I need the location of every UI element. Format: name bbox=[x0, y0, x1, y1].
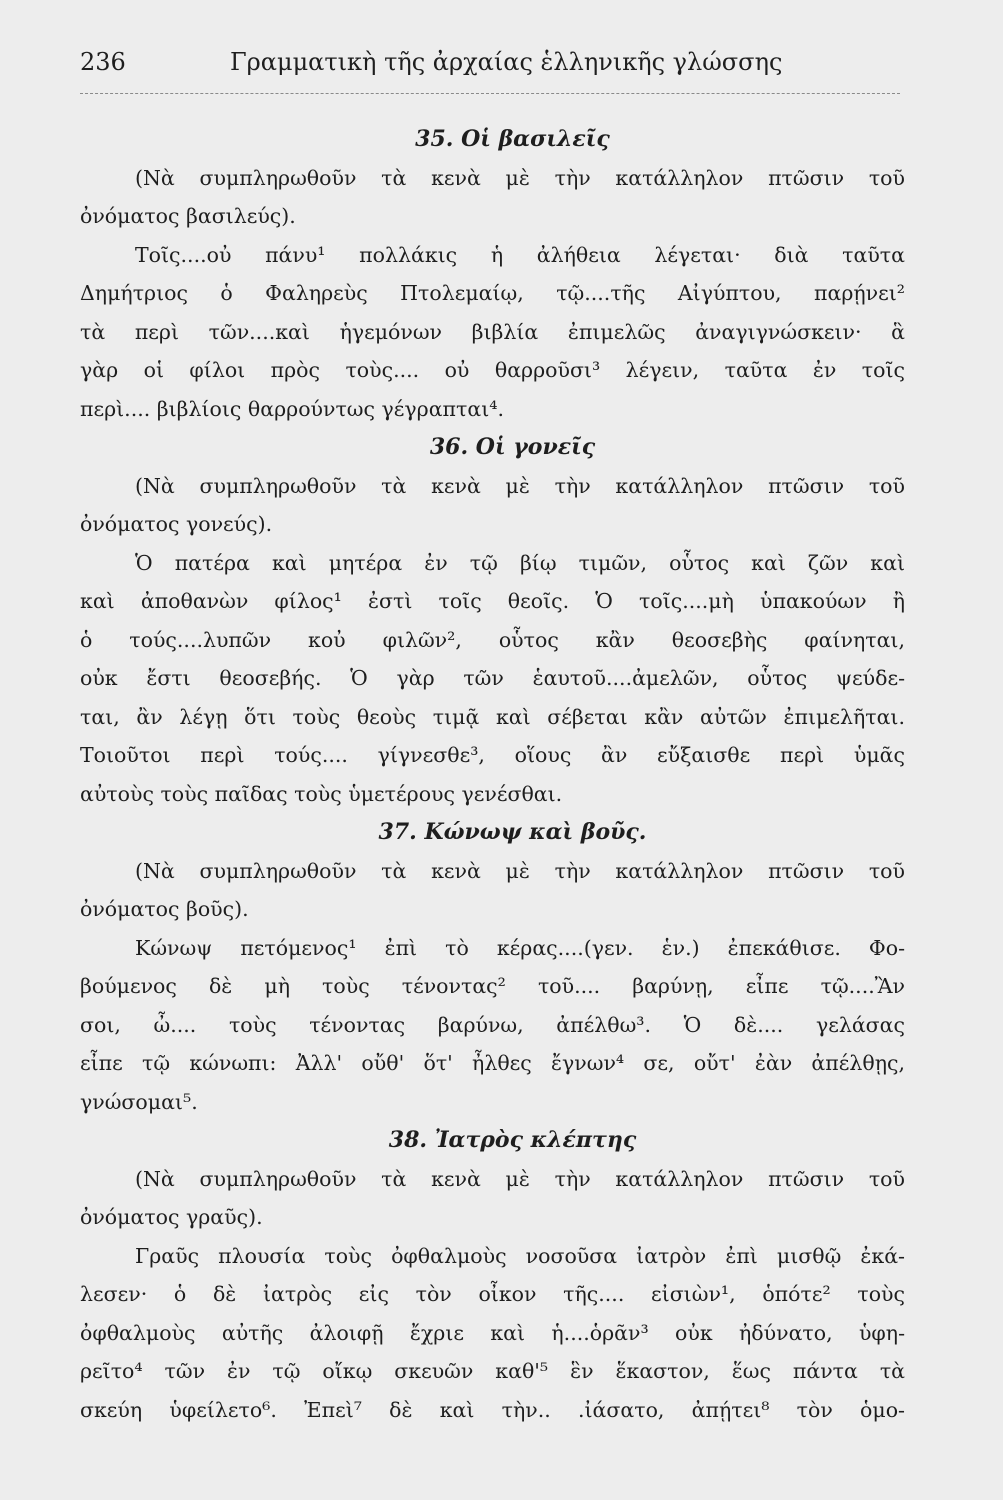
text-line: Δημήτριος ὁ Φαληρεὺς Πτολεμαίῳ, τῷ....τῆς Αἰγύπτου, παρῄνει² bbox=[80, 281, 905, 305]
section-heading: 38. Ἰατρὸς κλέπτης bbox=[388, 1127, 637, 1153]
text-line: Γραῦς πλουσία τοὺς ὀφθαλμοὺς νοσοῦσα ἰατρὸν ἐπὶ μισθῷ ἐκά- bbox=[135, 1243, 905, 1268]
section-heading: 36. Οἱ γονεῖς bbox=[429, 434, 596, 460]
text-line: γὰρ οἱ φίλοι πρὸς τοὺς.... οὐ θαρροῦσι³ λέγειν, ταῦτα ἐν τοῖς bbox=[80, 358, 905, 382]
text-line: (Νὰ συμπληρωθοῦν τὰ κενὰ μὲ τὴν κατάλληλον πτῶσιν τοῦ bbox=[135, 858, 905, 883]
text-line: ρεῖτο⁴ τῶν ἐν τῷ οἴκῳ σκευῶν καθ'⁵ ἓν ἕκαστον, ἕως πάντα τὰ bbox=[80, 1359, 905, 1383]
text-line: ὀνόματος βοῦς). bbox=[80, 897, 249, 921]
text-line: λεσεν· ὁ δὲ ἰατρὸς εἰς τὸν οἶκον τῆς.... εἰσιὼν¹, ὁπότε² τοὺς bbox=[80, 1282, 905, 1306]
section-heading: 35. Οἱ βασιλεῖς bbox=[415, 126, 610, 152]
text-line: οὐκ ἔστι θεοσεβής. Ὁ γὰρ τῶν ἑαυτοῦ....ἀμελῶν, οὗτος ψεύδε- bbox=[80, 666, 905, 690]
text-line: ὀνόματος γραῦς). bbox=[80, 1205, 263, 1229]
text-line: Κώνωψ πετόμενος¹ ἐπὶ τὸ κέρας....(γεν. ἑν.) ἐπεκάθισε. Φο- bbox=[135, 935, 905, 960]
text-line: περὶ.... βιβλίοις θαρρούντως γέγραπται⁴. bbox=[80, 396, 504, 421]
text-line: εἶπε τῷ κώνωπι: Ἀλλ' οὔθ' ὅτ' ἦλθες ἔγνων⁴ σε, οὔτ' ἐὰν ἀπέλθῃς, bbox=[80, 1051, 905, 1075]
running-title: Γραμματικὴ τῆς ἀρχαίας ἑλληνικῆς γλώσσης bbox=[230, 48, 783, 76]
text-line: αὐτοὺς τοὺς παῖδας τοὺς ὑμετέρους γενέσθαι. bbox=[80, 781, 563, 806]
section-heading: 37. Κώνωψ καὶ βοῦς. bbox=[378, 819, 647, 845]
text-line: (Νὰ συμπληρωθοῦν τὰ κενὰ μὲ τὴν κατάλληλον πτῶσιν τοῦ bbox=[135, 165, 905, 190]
page-number: 236 bbox=[80, 48, 126, 76]
text-line: (Νὰ συμπληρωθοῦν τὰ κενὰ μὲ τὴν κατάλληλον πτῶσιν τοῦ bbox=[135, 473, 905, 498]
text-line: βούμενος δὲ μὴ τοὺς τένοντας² τοῦ.... βαρύνῃ, εἶπε τῷ....Ἂν bbox=[80, 974, 905, 998]
text-line: Τοῖς....οὐ πάνυ¹ πολλάκις ἡ ἀλήθεια λέγεται· διὰ ταῦτα bbox=[135, 242, 905, 267]
text-line: τὰ περὶ τῶν....καὶ ἡγεμόνων βιβλία ἐπιμελῶς ἀναγιγνώσκειν· ἃ bbox=[80, 319, 905, 344]
text-line: ὁ τούς....λυπῶν κοὐ φιλῶν², οὗτος κἂν θεοσεβὴς φαίνηται, bbox=[80, 627, 905, 652]
body-text bbox=[80, 120, 905, 1429]
text-line: σοι, ὦ.... τοὺς τένοντας βαρύνω, ἀπέλθω³. Ὁ δὲ.... γελάσας bbox=[80, 1012, 905, 1037]
text-line: (Νὰ συμπληρωθοῦν τὰ κενὰ μὲ τὴν κατάλληλον πτῶσιν τοῦ bbox=[135, 1166, 905, 1191]
text-line: γνώσομαι⁵. bbox=[80, 1089, 198, 1114]
text-line: ὀνόματος γονεύς). bbox=[80, 512, 273, 536]
text-line: ὀφθαλμοὺς αὐτῆς ἀλοιφῇ ἔχριε καὶ ἡ....ὁρᾶν³ οὐκ ἠδύνατο, ὑφη- bbox=[80, 1320, 905, 1345]
header-divider bbox=[80, 93, 900, 94]
text-line: ται, ἂν λέγῃ ὅτι τοὺς θεοὺς τιμᾷ καὶ σέβεται κἂν αὐτῶν ἐπιμελῆται. bbox=[80, 704, 905, 729]
text-line: σκεύη ὑφείλετο⁶. Ἐπεὶ⁷ δὲ καὶ τὴν.. .ἰάσατο, ἀπῄτει⁸ τὸν ὁμο- bbox=[80, 1397, 905, 1422]
text-line: ὀνόματος βασιλεύς). bbox=[80, 204, 296, 228]
text-line: καὶ ἀποθανὼν φίλος¹ ἐστὶ τοῖς θεοῖς. Ὁ τοῖς....μὴ ὑπακούων ἢ bbox=[80, 589, 905, 613]
page-header bbox=[80, 48, 910, 88]
text-line: Τοιοῦτοι περὶ τούς.... γίγνεσθε³, οἵους ἂν εὔξαισθε περὶ ὑμᾶς bbox=[80, 743, 905, 767]
text-line: Ὁ πατέρα καὶ μητέρα ἐν τῷ βίῳ τιμῶν, οὗτος καὶ ζῶν καὶ bbox=[135, 550, 905, 575]
